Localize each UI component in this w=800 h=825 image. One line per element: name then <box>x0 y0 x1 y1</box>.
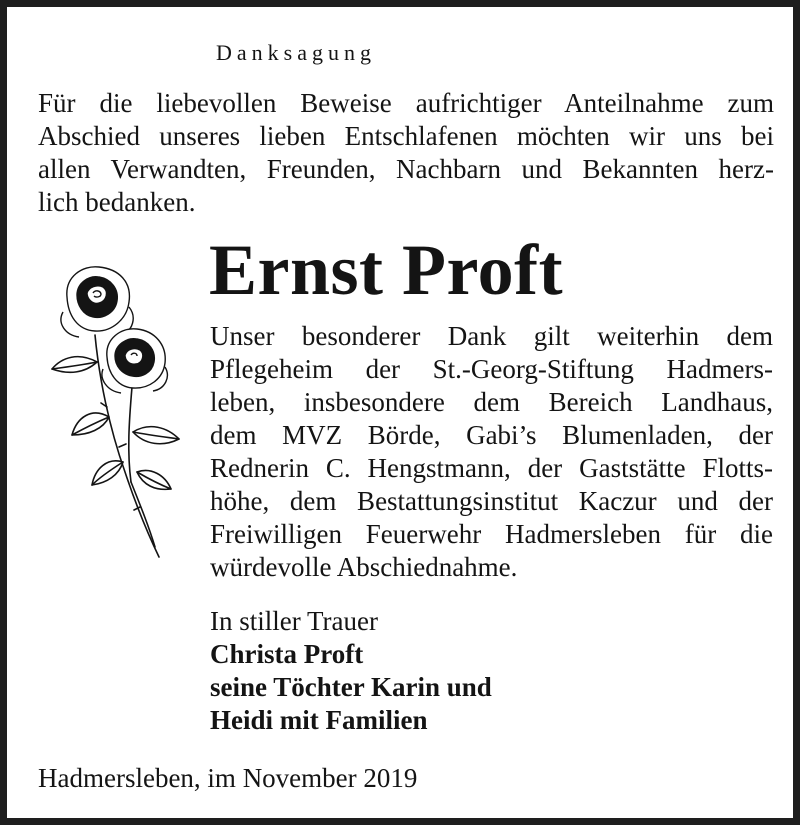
mourner-name: Heidi mit Familien <box>210 705 428 735</box>
intro-line: lich bedanken. <box>38 187 196 217</box>
thanks-line: Pflegeheim der St.-Georg-Stiftung Hadmers- <box>210 354 773 384</box>
thanks-line: Rednerin C. Hengstmann, der Gaststätte Flotts- <box>210 453 773 483</box>
thanks-line: dem MVZ Börde, Gabi’s Blumenladen, der <box>210 420 773 450</box>
rose-illustration-icon <box>37 257 187 567</box>
mourning-signature <box>210 605 492 737</box>
intro-line: Für die liebevollen Beweise aufrichtiger Anteilnahme zum <box>38 88 774 118</box>
thanks-line: würdevolle Abschiednahme. <box>210 552 518 582</box>
notice-heading: Danksagung <box>216 40 376 65</box>
mourner-name: seine Töchter Karin und <box>210 672 492 702</box>
mourner-name: Christa Proft <box>210 639 364 669</box>
thanks-line: leben, insbesondere dem Bereich Landhaus, <box>210 387 773 417</box>
intro-line: Abschied unseres lieben Entschlafenen möchten wir uns bei <box>38 121 774 151</box>
thanks-paragraph <box>210 320 773 584</box>
intro-paragraph <box>38 87 774 219</box>
deceased-name: Ernst Proft <box>209 230 564 310</box>
thanks-line: Unser besonderer Dank gilt weiterhin dem <box>210 321 773 351</box>
thanks-line: höhe, dem Bestattungsinstitut Kaczur und der <box>210 486 773 516</box>
intro-line: allen Verwandten, Freunden, Nachbarn und Bekannten herz- <box>38 154 774 184</box>
thanks-line: Freiwilligen Feuerwehr Hadmersleben für die <box>210 519 773 549</box>
mourning-intro: In stiller Trauer <box>210 606 378 636</box>
place-and-date: Hadmersleben, im November 2019 <box>38 763 418 793</box>
